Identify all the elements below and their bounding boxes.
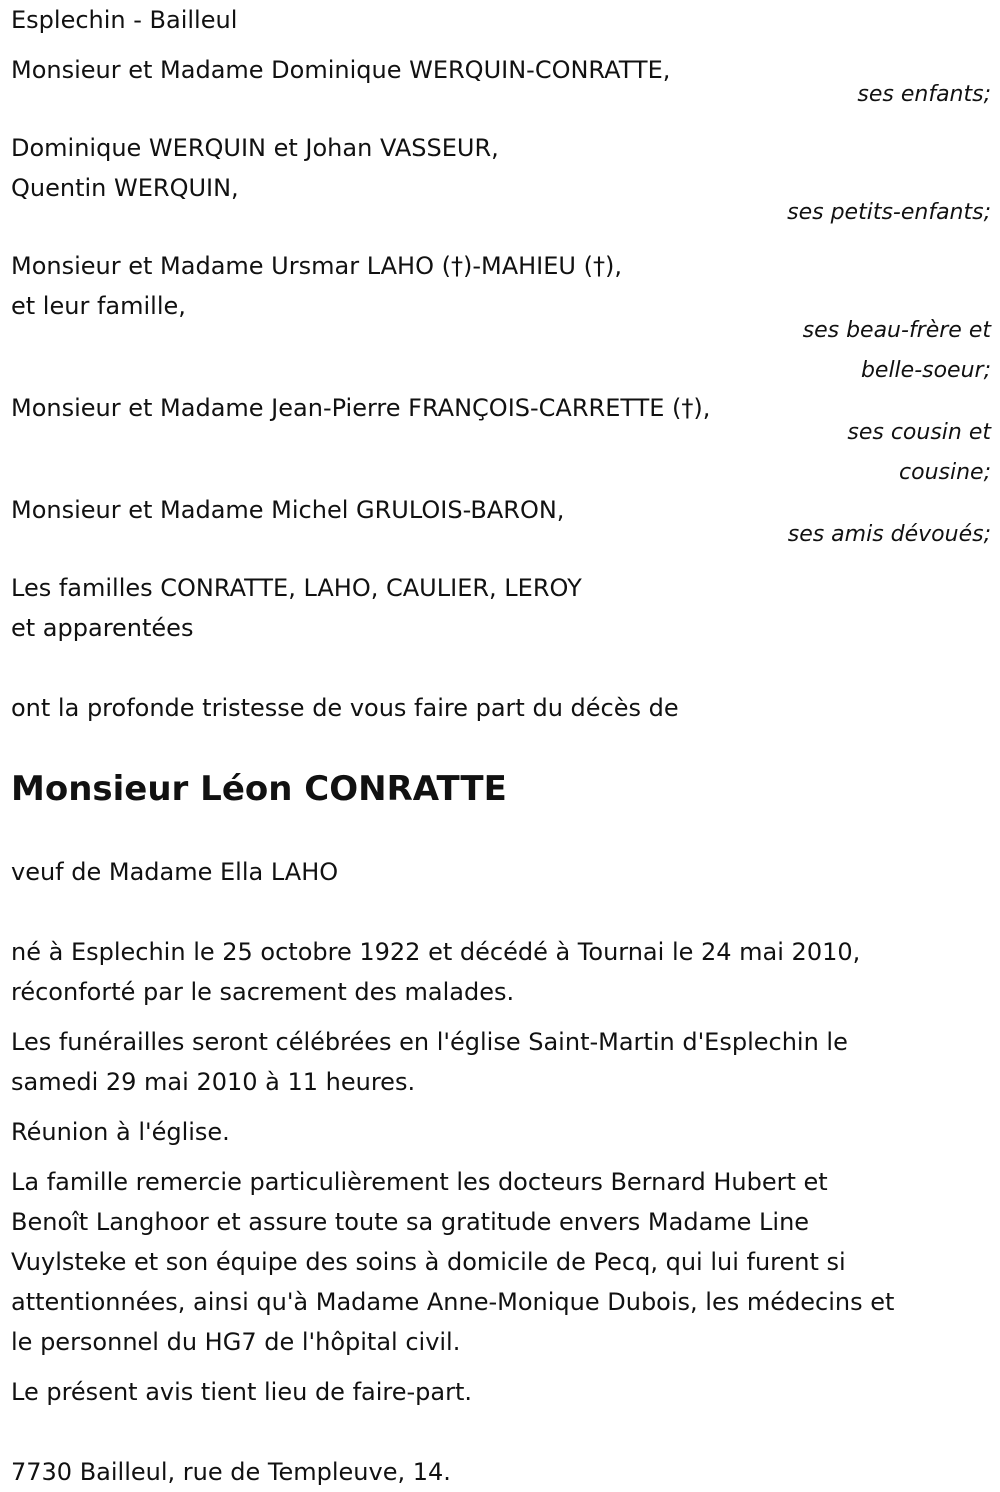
paragraph-line: réconforté par le sacrement des malades. [11,978,515,1006]
address-line: 7730 Bailleul, rue de Templeuve, 14. [11,1458,451,1486]
family-line: Monsieur et Madame Dominique WERQUIN-CONRATTE, [11,56,671,84]
birth-death-paragraph [11,932,991,1012]
meeting-paragraph [11,1112,991,1152]
relation-label: belle-soeur; [860,358,991,383]
family-group-children [11,50,991,115]
header-location: Esplechin - Bailleul [11,6,238,34]
thanks-paragraph [11,1162,991,1362]
family-group-grandchildren [11,128,991,233]
obituary-notice [11,0,991,1492]
deceased-name: Monsieur Léon CONRATTE [11,769,507,809]
family-line: Quentin WERQUIN, [11,174,239,202]
widow-line: veuf de Madame Ella LAHO [11,858,339,886]
paragraph-line: Le présent avis tient lieu de faire-part. [11,1378,473,1406]
paragraph-line: Les funérailles seront célébrées en l'église Saint-Martin d'Esplechin le [11,1028,848,1056]
relation-label: ses cousin et [847,420,991,445]
family-line: et leur famille, [11,292,186,320]
family-line: et apparentées [11,614,194,642]
relation-label: cousine; [899,460,991,485]
relation-label: ses beau-frère et [802,318,991,343]
paragraph-line: Vuylsteke et son équipe des soins à domicile de Pecq, qui lui furent si [11,1248,846,1276]
family-group-in-laws [11,246,991,391]
family-line: Monsieur et Madame Jean-Pierre FRANÇOIS-CARRETTE (†), [11,394,711,422]
relation-label: ses amis dévoués; [787,522,991,547]
family-line: Monsieur et Madame Michel GRULOIS-BARON, [11,496,565,524]
paragraph-line: Réunion à l'église. [11,1118,230,1146]
paragraph-line: né à Esplechin le 25 octobre 1922 et décédé à Tournai le 24 mai 2010, [11,938,861,966]
announcement-text: ont la profonde tristesse de vous faire part du décès de [11,694,679,722]
funeral-paragraph [11,1022,991,1102]
family-line: Les familles CONRATTE, LAHO, CAULIER, LEROY [11,574,582,602]
paragraph-line: le personnel du HG7 de l'hôpital civil. [11,1328,461,1356]
notice-paragraph [11,1372,991,1412]
relation-label: ses petits-enfants; [787,200,991,225]
paragraph-line: La famille remercie particulièrement les docteurs Bernard Hubert et [11,1168,828,1196]
family-line: Monsieur et Madame Ursmar LAHO (†)-MAHIEU (†), [11,252,622,280]
family-group-friends [11,490,991,555]
paragraph-line: attentionnées, ainsi qu'à Madame Anne-Monique Dubois, les médecins et [11,1288,895,1316]
family-group-cousins [11,388,991,493]
paragraph-line: Benoît Langhoor et assure toute sa gratitude envers Madame Line [11,1208,810,1236]
family-line: Dominique WERQUIN et Johan VASSEUR, [11,134,499,162]
relation-label: ses enfants; [857,82,991,107]
paragraph-line: samedi 29 mai 2010 à 11 heures. [11,1068,416,1096]
family-group-families [11,568,991,648]
